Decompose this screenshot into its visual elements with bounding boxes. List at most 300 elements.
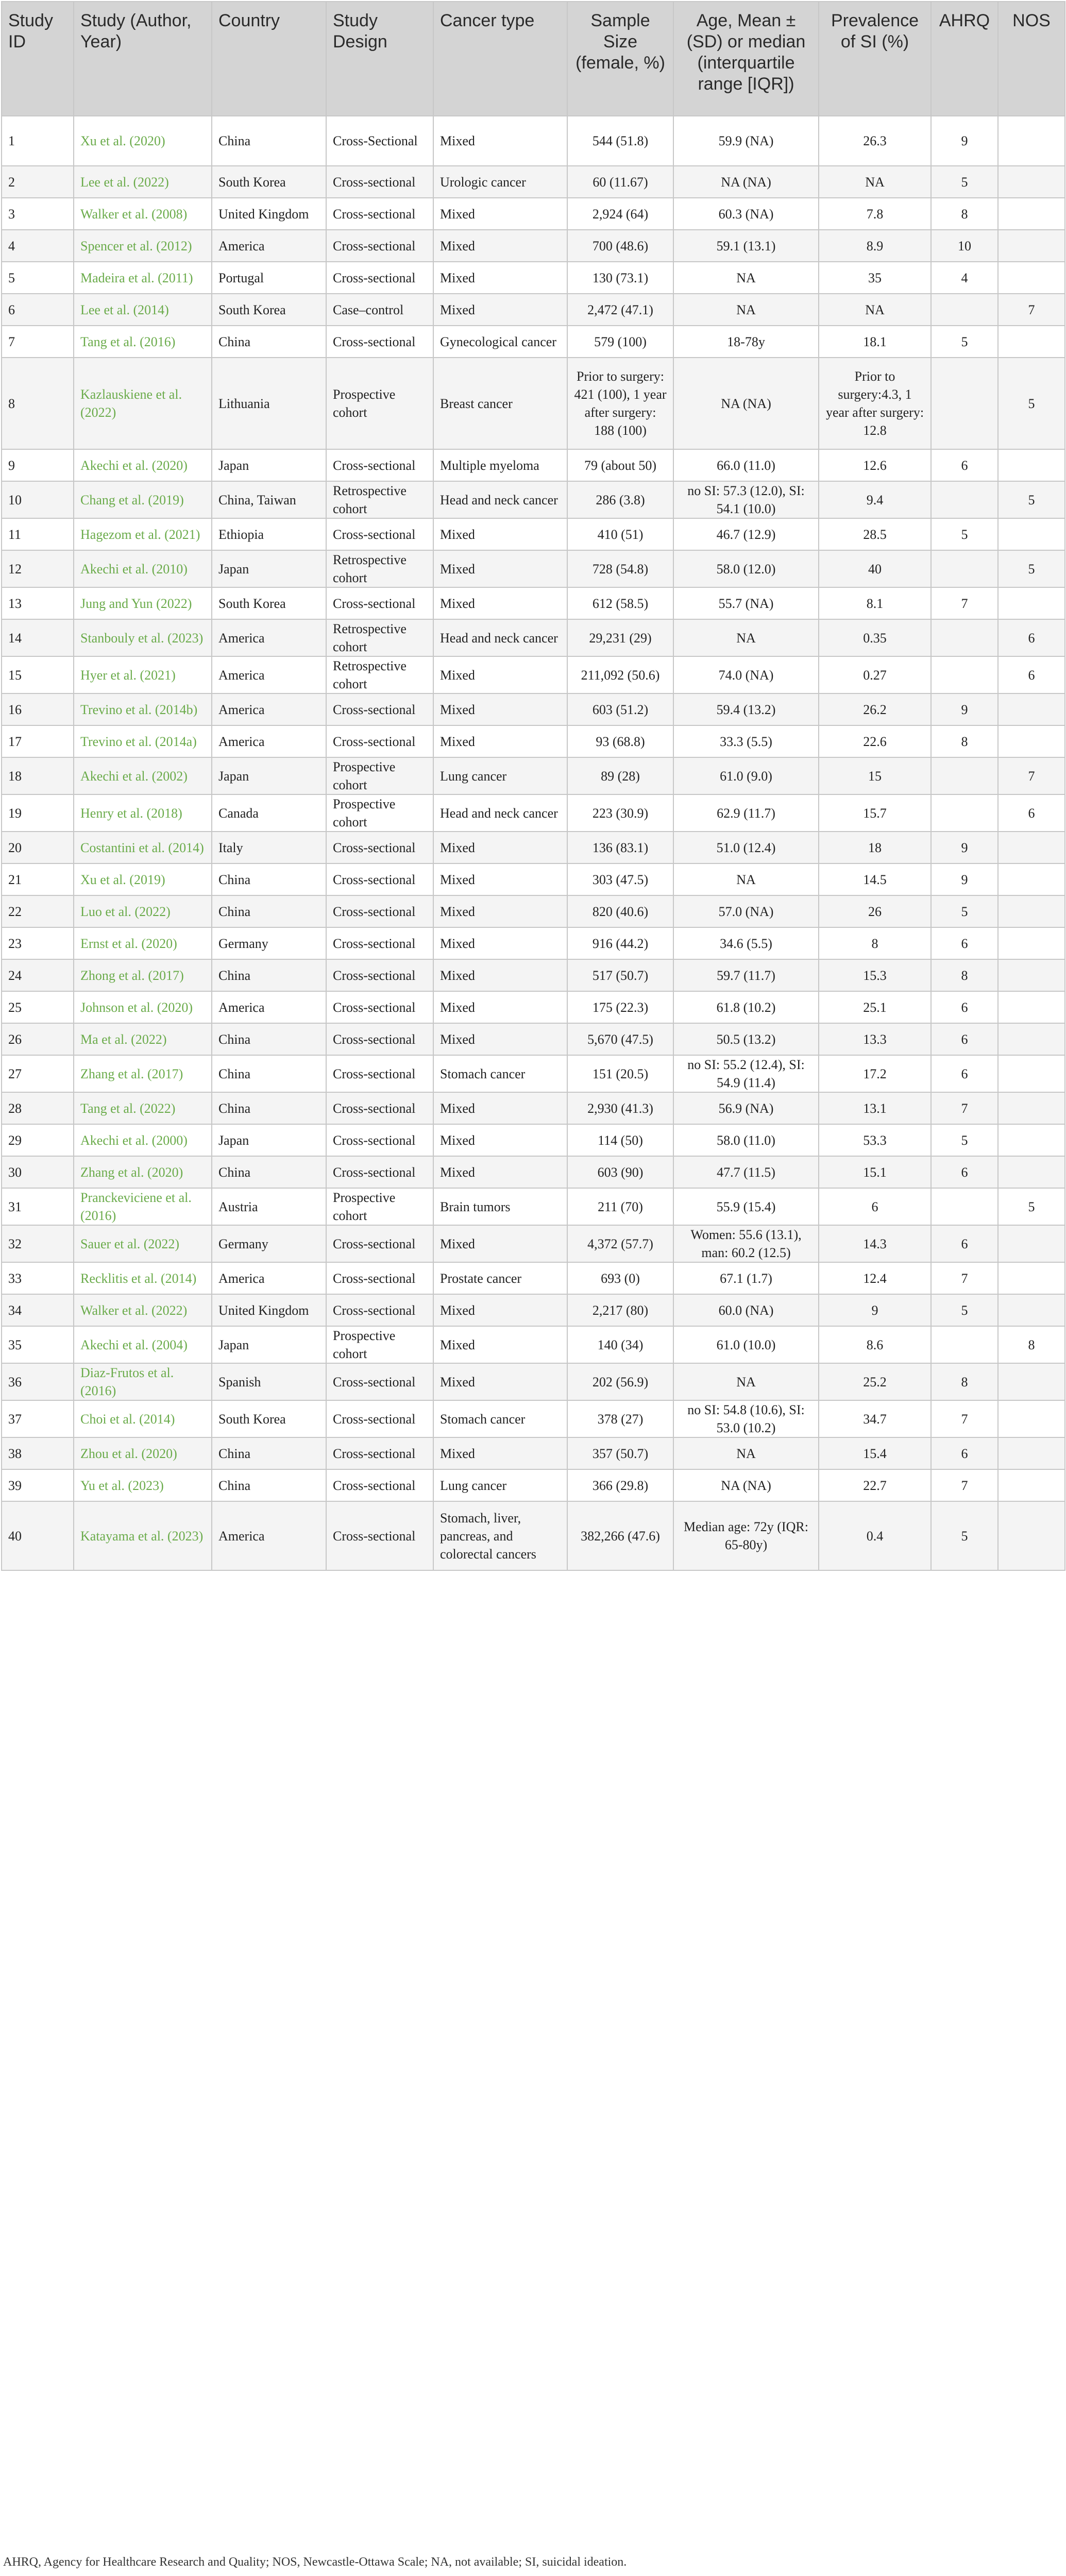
cell-ahrq <box>931 550 998 587</box>
cell-nos <box>998 863 1065 895</box>
header-sample-size: Sample Size (female, %) <box>567 2 673 116</box>
cell-age: NA (NA) <box>673 1469 819 1501</box>
table-row <box>2 230 1065 262</box>
header-study: Study (Author, Year) <box>74 2 212 116</box>
cell-cancer-type: Mixed <box>433 518 567 550</box>
cell-ahrq: 5 <box>931 895 998 927</box>
cell-country: Austria <box>212 1188 326 1225</box>
cell-age: NA <box>673 262 819 294</box>
cell-study-id: 9 <box>2 449 74 481</box>
cell-nos <box>998 518 1065 550</box>
cell-prevalence: 8.9 <box>819 230 931 262</box>
cell-study[interactable]: Hyer et al. (2021) <box>74 656 212 693</box>
cell-study-design: Cross-sectional <box>326 518 433 550</box>
header-ahrq: AHRQ <box>931 2 998 116</box>
cell-country: South Korea <box>212 294 326 326</box>
cell-country: Japan <box>212 449 326 481</box>
cell-prevalence: 13.1 <box>819 1092 931 1124</box>
cell-study[interactable]: Walker et al. (2022) <box>74 1294 212 1326</box>
cell-study-id: 8 <box>2 358 74 449</box>
cell-study[interactable]: Lee et al. (2022) <box>74 166 212 198</box>
table-row <box>2 198 1065 230</box>
cell-study-id: 15 <box>2 656 74 693</box>
cell-study-id: 17 <box>2 725 74 757</box>
cell-country: China <box>212 1437 326 1469</box>
cell-sample-size: 130 (73.1) <box>567 262 673 294</box>
cell-study-id: 39 <box>2 1469 74 1501</box>
cell-ahrq: 6 <box>931 1437 998 1469</box>
cell-sample-size: 93 (68.8) <box>567 725 673 757</box>
table-row <box>2 262 1065 294</box>
cell-study-design: Cross-sectional <box>326 1124 433 1156</box>
cell-age: 51.0 (12.4) <box>673 832 819 863</box>
cell-study[interactable]: Choi et al. (2014) <box>74 1400 212 1437</box>
cell-nos <box>998 1262 1065 1294</box>
cell-study-id: 16 <box>2 693 74 725</box>
cell-cancer-type: Mixed <box>433 198 567 230</box>
cell-study-design: Retrospective cohort <box>326 619 433 656</box>
cell-country: China <box>212 895 326 927</box>
table-row <box>2 1501 1065 1570</box>
cell-cancer-type: Mixed <box>433 1294 567 1326</box>
cell-cancer-type: Mixed <box>433 1092 567 1124</box>
cell-prevalence: 13.3 <box>819 1023 931 1055</box>
cell-ahrq: 6 <box>931 927 998 959</box>
cell-cancer-type: Urologic cancer <box>433 166 567 198</box>
cell-study[interactable]: Luo et al. (2022) <box>74 895 212 927</box>
cell-age: 58.0 (12.0) <box>673 550 819 587</box>
cell-study[interactable]: Walker et al. (2008) <box>74 198 212 230</box>
cell-study-design: Cross-sectional <box>326 587 433 619</box>
cell-cancer-type: Lung cancer <box>433 1469 567 1501</box>
cell-study-design: Prospective cohort <box>326 794 433 832</box>
cell-country: China <box>212 1023 326 1055</box>
cell-prevalence: 8 <box>819 927 931 959</box>
cell-study[interactable]: Akechi et al. (2004) <box>74 1326 212 1363</box>
cell-study[interactable]: Zhong et al. (2017) <box>74 959 212 991</box>
cell-ahrq: 7 <box>931 1400 998 1437</box>
cell-prevalence: 26.2 <box>819 693 931 725</box>
cell-sample-size: 693 (0) <box>567 1262 673 1294</box>
cell-age: 33.3 (5.5) <box>673 725 819 757</box>
cell-ahrq <box>931 794 998 832</box>
cell-age: 67.1 (1.7) <box>673 1262 819 1294</box>
cell-ahrq <box>931 619 998 656</box>
cell-age: 56.9 (NA) <box>673 1092 819 1124</box>
cell-study[interactable]: Zhang et al. (2020) <box>74 1156 212 1188</box>
cell-study-design: Cross-sectional <box>326 166 433 198</box>
cell-study-design: Cross-sectional <box>326 863 433 895</box>
cell-prevalence: 26 <box>819 895 931 927</box>
cell-cancer-type: Mixed <box>433 693 567 725</box>
cell-sample-size: 223 (30.9) <box>567 794 673 832</box>
cell-nos: 5 <box>998 1188 1065 1225</box>
table-header-row <box>2 2 1065 116</box>
cell-sample-size: 916 (44.2) <box>567 927 673 959</box>
cell-study[interactable]: Chang et al. (2019) <box>74 481 212 518</box>
cell-prevalence: 53.3 <box>819 1124 931 1156</box>
cell-country: Japan <box>212 1326 326 1363</box>
cell-sample-size: 2,472 (47.1) <box>567 294 673 326</box>
cell-ahrq: 6 <box>931 1055 998 1092</box>
cell-study[interactable]: Recklitis et al. (2014) <box>74 1262 212 1294</box>
cell-prevalence: 0.27 <box>819 656 931 693</box>
header-study-id: Study ID <box>2 2 74 116</box>
cell-study[interactable]: Madeira et al. (2011) <box>74 262 212 294</box>
cell-study[interactable]: Ernst et al. (2020) <box>74 927 212 959</box>
cell-country: America <box>212 693 326 725</box>
cell-nos <box>998 262 1065 294</box>
cell-sample-size: 357 (50.7) <box>567 1437 673 1469</box>
cell-prevalence: 14.5 <box>819 863 931 895</box>
cell-study-id: 1 <box>2 116 74 166</box>
cell-study[interactable]: Trevino et al. (2014b) <box>74 693 212 725</box>
cell-age: 62.9 (11.7) <box>673 794 819 832</box>
cell-nos <box>998 959 1065 991</box>
table-footnote: AHRQ, Agency for Healthcare Research and Quality; NOS, Newcastle-Ottawa Scale; NA, not available; SI, suicidal ideation. <box>3 2555 627 2569</box>
table-row <box>2 1294 1065 1326</box>
cell-ahrq <box>931 1188 998 1225</box>
cell-prevalence: 40 <box>819 550 931 587</box>
cell-study[interactable]: Akechi et al. (2000) <box>74 1124 212 1156</box>
cell-prevalence: 7.8 <box>819 198 931 230</box>
cell-country: America <box>212 230 326 262</box>
cell-country: China <box>212 1092 326 1124</box>
cell-sample-size: 175 (22.3) <box>567 991 673 1023</box>
cell-ahrq: 7 <box>931 1262 998 1294</box>
cell-nos <box>998 166 1065 198</box>
cell-age: 61.8 (10.2) <box>673 991 819 1023</box>
cell-study-id: 14 <box>2 619 74 656</box>
cell-cancer-type: Head and neck cancer <box>433 619 567 656</box>
cell-cancer-type: Mixed <box>433 656 567 693</box>
table-row <box>2 518 1065 550</box>
cell-ahrq: 5 <box>931 1294 998 1326</box>
cell-country: Germany <box>212 927 326 959</box>
cell-study-id: 10 <box>2 481 74 518</box>
cell-sample-size: 136 (83.1) <box>567 832 673 863</box>
cell-sample-size: 579 (100) <box>567 326 673 358</box>
table-row <box>2 1469 1065 1501</box>
cell-prevalence: 25.2 <box>819 1363 931 1400</box>
cell-prevalence: 8.6 <box>819 1326 931 1363</box>
cell-study[interactable]: Akechi et al. (2020) <box>74 449 212 481</box>
cell-country: China, Taiwan <box>212 481 326 518</box>
cell-prevalence: 15.3 <box>819 959 931 991</box>
cell-study[interactable]: Katayama et al. (2023) <box>74 1501 212 1570</box>
cell-ahrq: 10 <box>931 230 998 262</box>
cell-study[interactable]: Xu et al. (2019) <box>74 863 212 895</box>
cell-prevalence: 8.1 <box>819 587 931 619</box>
cell-country: Ethiopia <box>212 518 326 550</box>
cell-sample-size: 382,266 (47.6) <box>567 1501 673 1570</box>
cell-cancer-type: Mixed <box>433 1326 567 1363</box>
cell-cancer-type: Stomach, liver, pancreas, and colorectal cancers <box>433 1501 567 1570</box>
cell-cancer-type: Mixed <box>433 991 567 1023</box>
cell-study-design: Prospective cohort <box>326 757 433 794</box>
cell-study-id: 31 <box>2 1188 74 1225</box>
cell-study[interactable]: Hagezom et al. (2021) <box>74 518 212 550</box>
table-row <box>2 757 1065 794</box>
cell-country: South Korea <box>212 1400 326 1437</box>
cell-sample-size: 2,930 (41.3) <box>567 1092 673 1124</box>
cell-country: Spanish <box>212 1363 326 1400</box>
cell-sample-size: 517 (50.7) <box>567 959 673 991</box>
header-cancer-type: Cancer type <box>433 2 567 116</box>
cell-study-id: 36 <box>2 1363 74 1400</box>
cell-prevalence: 15.7 <box>819 794 931 832</box>
cell-cancer-type: Brain tumors <box>433 1188 567 1225</box>
table-row <box>2 1326 1065 1363</box>
cell-study[interactable]: Kazlauskiene et al. (2022) <box>74 358 212 449</box>
cell-country: China <box>212 116 326 166</box>
table-row <box>2 166 1065 198</box>
cell-ahrq: 5 <box>931 166 998 198</box>
cell-cancer-type: Mixed <box>433 1124 567 1156</box>
cell-cancer-type: Mixed <box>433 1437 567 1469</box>
cell-study[interactable]: Costantini et al. (2014) <box>74 832 212 863</box>
table-row <box>2 959 1065 991</box>
cell-country: America <box>212 991 326 1023</box>
cell-cancer-type: Breast cancer <box>433 358 567 449</box>
cell-nos <box>998 1437 1065 1469</box>
cell-country: America <box>212 656 326 693</box>
cell-sample-size: 29,231 (29) <box>567 619 673 656</box>
cell-study-id: 27 <box>2 1055 74 1092</box>
cell-study-id: 4 <box>2 230 74 262</box>
cell-study-design: Cross-sectional <box>326 1469 433 1501</box>
cell-study[interactable]: Trevino et al. (2014a) <box>74 725 212 757</box>
cell-study[interactable]: Tang et al. (2022) <box>74 1092 212 1124</box>
cell-study[interactable]: Lee et al. (2014) <box>74 294 212 326</box>
cell-study-design: Cross-sectional <box>326 1023 433 1055</box>
cell-sample-size: 286 (3.8) <box>567 481 673 518</box>
cell-country: Japan <box>212 550 326 587</box>
cell-study-design: Retrospective cohort <box>326 656 433 693</box>
cell-nos <box>998 1225 1065 1262</box>
cell-study-design: Cross-sectional <box>326 1225 433 1262</box>
cell-study-id: 25 <box>2 991 74 1023</box>
cell-age: 58.0 (11.0) <box>673 1124 819 1156</box>
cell-sample-size: 366 (29.8) <box>567 1469 673 1501</box>
cell-prevalence: 18 <box>819 832 931 863</box>
cell-study[interactable]: Stanbouly et al. (2023) <box>74 619 212 656</box>
cell-country: China <box>212 959 326 991</box>
cell-country: America <box>212 1262 326 1294</box>
cell-nos <box>998 449 1065 481</box>
cell-ahrq: 4 <box>931 262 998 294</box>
cell-nos <box>998 198 1065 230</box>
cell-sample-size: Prior to surgery: 421 (100), 1 year after surgery: 188 (100) <box>567 358 673 449</box>
cell-prevalence: 0.35 <box>819 619 931 656</box>
cell-cancer-type: Mixed <box>433 294 567 326</box>
cell-study-id: 22 <box>2 895 74 927</box>
cell-study-design: Cross-sectional <box>326 230 433 262</box>
cell-study-id: 29 <box>2 1124 74 1156</box>
cell-study-id: 7 <box>2 326 74 358</box>
cell-sample-size: 612 (58.5) <box>567 587 673 619</box>
cell-prevalence: Prior to surgery:4.3, 1 year after surgery: 12.8 <box>819 358 931 449</box>
cell-cancer-type: Mixed <box>433 959 567 991</box>
cell-ahrq <box>931 294 998 326</box>
cell-study-design: Cross-sectional <box>326 1400 433 1437</box>
cell-age: 60.0 (NA) <box>673 1294 819 1326</box>
cell-ahrq <box>931 358 998 449</box>
cell-age: NA (NA) <box>673 358 819 449</box>
cell-country: America <box>212 619 326 656</box>
table-row <box>2 550 1065 587</box>
table-row <box>2 116 1065 166</box>
cell-prevalence: 35 <box>819 262 931 294</box>
cell-nos <box>998 1055 1065 1092</box>
cell-sample-size: 211 (70) <box>567 1188 673 1225</box>
cell-prevalence: 28.5 <box>819 518 931 550</box>
cell-study-design: Cross-sectional <box>326 991 433 1023</box>
cell-nos <box>998 1156 1065 1188</box>
cell-age: Women: 55.6 (13.1), man: 60.2 (12.5) <box>673 1225 819 1262</box>
table-row <box>2 326 1065 358</box>
cell-prevalence: 9.4 <box>819 481 931 518</box>
cell-study-design: Cross-sectional <box>326 895 433 927</box>
table-row <box>2 1437 1065 1469</box>
cell-study[interactable]: Henry et al. (2018) <box>74 794 212 832</box>
cell-ahrq <box>931 757 998 794</box>
table-row <box>2 449 1065 481</box>
cell-study-id: 12 <box>2 550 74 587</box>
cell-ahrq: 8 <box>931 1363 998 1400</box>
cell-cancer-type: Mixed <box>433 895 567 927</box>
cell-study[interactable]: Spencer et al. (2012) <box>74 230 212 262</box>
header-prevalence: Prevalence of SI (%) <box>819 2 931 116</box>
table-row <box>2 895 1065 927</box>
cell-cancer-type: Mixed <box>433 1225 567 1262</box>
cell-cancer-type: Mixed <box>433 550 567 587</box>
cell-nos: 7 <box>998 757 1065 794</box>
cell-study[interactable]: Jung and Yun (2022) <box>74 587 212 619</box>
cell-study[interactable]: Ma et al. (2022) <box>74 1023 212 1055</box>
cell-study-design: Cross-sectional <box>326 1055 433 1092</box>
cell-country: China <box>212 1469 326 1501</box>
cell-study[interactable]: Akechi et al. (2002) <box>74 757 212 794</box>
cell-age: NA <box>673 294 819 326</box>
cell-study-design: Cross-sectional <box>326 198 433 230</box>
cell-cancer-type: Lung cancer <box>433 757 567 794</box>
cell-study[interactable]: Xu et al. (2020) <box>74 116 212 166</box>
cell-study-design: Cross-sectional <box>326 1294 433 1326</box>
cell-nos: 7 <box>998 294 1065 326</box>
cell-study-design: Cross-sectional <box>326 1437 433 1469</box>
cell-cancer-type: Mixed <box>433 927 567 959</box>
cell-sample-size: 60 (11.67) <box>567 166 673 198</box>
cell-prevalence: 18.1 <box>819 326 931 358</box>
cell-cancer-type: Mixed <box>433 1363 567 1400</box>
cell-age: 46.7 (12.9) <box>673 518 819 550</box>
cell-study[interactable]: Zhou et al. (2020) <box>74 1437 212 1469</box>
cell-country: China <box>212 1156 326 1188</box>
cell-ahrq: 5 <box>931 1124 998 1156</box>
cell-ahrq: 6 <box>931 449 998 481</box>
cell-cancer-type: Head and neck cancer <box>433 794 567 832</box>
cell-nos <box>998 1092 1065 1124</box>
cell-study[interactable]: Johnson et al. (2020) <box>74 991 212 1023</box>
table-row <box>2 1363 1065 1400</box>
cell-sample-size: 211,092 (50.6) <box>567 656 673 693</box>
table-row <box>2 991 1065 1023</box>
cell-ahrq: 6 <box>931 1225 998 1262</box>
table-row <box>2 481 1065 518</box>
cell-nos: 8 <box>998 1326 1065 1363</box>
cell-prevalence: 34.7 <box>819 1400 931 1437</box>
cell-age: 59.9 (NA) <box>673 116 819 166</box>
cell-sample-size: 378 (27) <box>567 1400 673 1437</box>
cell-nos <box>998 1469 1065 1501</box>
table-row <box>2 294 1065 326</box>
cell-prevalence: 17.2 <box>819 1055 931 1092</box>
cell-study[interactable]: Akechi et al. (2010) <box>74 550 212 587</box>
cell-country: United Kingdom <box>212 198 326 230</box>
cell-study-design: Cross-sectional <box>326 725 433 757</box>
cell-study[interactable]: Tang et al. (2016) <box>74 326 212 358</box>
table-row <box>2 725 1065 757</box>
cell-study-design: Cross-sectional <box>326 1501 433 1570</box>
cell-sample-size: 140 (34) <box>567 1326 673 1363</box>
cell-study-id: 35 <box>2 1326 74 1363</box>
cell-cancer-type: Mixed <box>433 116 567 166</box>
cell-study-id: 6 <box>2 294 74 326</box>
cell-country: Germany <box>212 1225 326 1262</box>
cell-study[interactable]: Zhang et al. (2017) <box>74 1055 212 1092</box>
cell-country: China <box>212 326 326 358</box>
header-study-design: Study Design <box>326 2 433 116</box>
cell-study-id: 2 <box>2 166 74 198</box>
cell-study[interactable]: Sauer et al. (2022) <box>74 1225 212 1262</box>
cell-cancer-type: Prostate cancer <box>433 1262 567 1294</box>
cell-prevalence: 22.6 <box>819 725 931 757</box>
cell-ahrq: 8 <box>931 959 998 991</box>
cell-country: Portugal <box>212 262 326 294</box>
cell-age: NA <box>673 1437 819 1469</box>
cell-country: South Korea <box>212 587 326 619</box>
cell-country: America <box>212 1501 326 1570</box>
table-body <box>2 116 1065 1570</box>
cell-ahrq: 7 <box>931 1469 998 1501</box>
cell-ahrq: 5 <box>931 518 998 550</box>
cell-ahrq: 9 <box>931 832 998 863</box>
cell-study-design: Case–control <box>326 294 433 326</box>
cell-ahrq: 6 <box>931 991 998 1023</box>
cell-sample-size: 2,924 (64) <box>567 198 673 230</box>
cell-study-design: Retrospective cohort <box>326 550 433 587</box>
cell-age: 50.5 (13.2) <box>673 1023 819 1055</box>
cell-prevalence: 14.3 <box>819 1225 931 1262</box>
cell-study[interactable]: Diaz-Frutos et al. (2016) <box>74 1363 212 1400</box>
cell-study-id: 5 <box>2 262 74 294</box>
cell-cancer-type: Mixed <box>433 1023 567 1055</box>
cell-sample-size: 2,217 (80) <box>567 1294 673 1326</box>
cell-study[interactable]: Yu et al. (2023) <box>74 1469 212 1501</box>
cell-study-id: 11 <box>2 518 74 550</box>
cell-study[interactable]: Pranckeviciene et al. (2016) <box>74 1188 212 1225</box>
cell-age: 47.7 (11.5) <box>673 1156 819 1188</box>
cell-study-design: Cross-sectional <box>326 693 433 725</box>
table-row <box>2 832 1065 863</box>
cell-ahrq <box>931 481 998 518</box>
cell-sample-size: 5,670 (47.5) <box>567 1023 673 1055</box>
cell-nos <box>998 1294 1065 1326</box>
table-row <box>2 587 1065 619</box>
cell-country: China <box>212 863 326 895</box>
table-row <box>2 1023 1065 1055</box>
